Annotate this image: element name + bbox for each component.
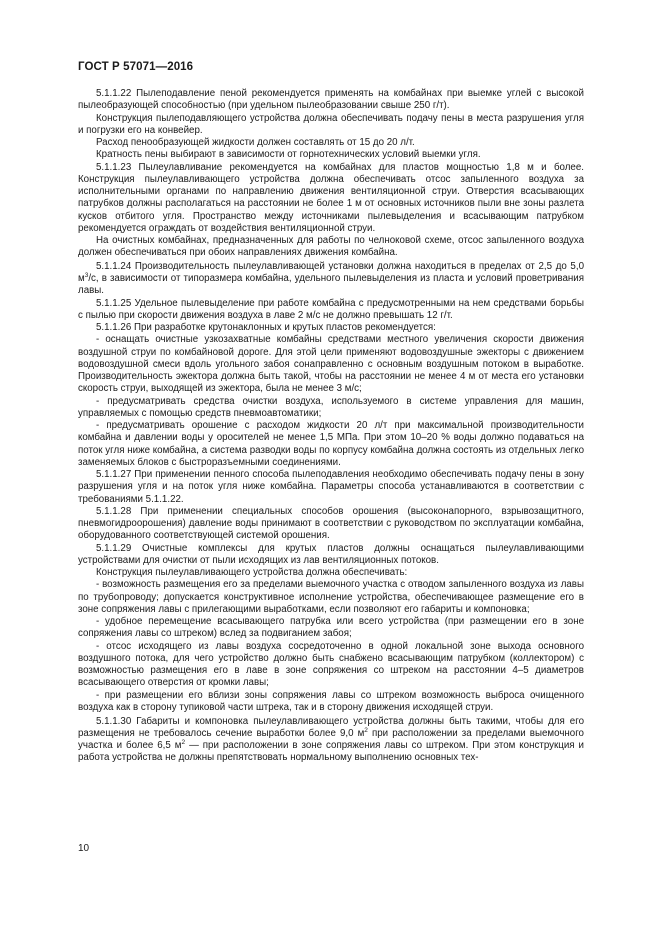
paragraph-5-1-1-23: 5.1.1.23 Пылеулавливание рекомендуется на комбайнах для пластов мощностью 1,8 м и более. Конструкция пылеулавливающего устройства должна обеспечивать отсос запыленного воздуха за исполнительными органами по направлению движения вентиляционной струи. Отверстия всасывающих патрубков должны располагаться на расстоянии не более 1 м от основных источников пыли вне зоны разлета кусков отбитого угля. Пространство между источниками пылевыделения и всасывающим патрубком рекомендуется ограждать от воздействия вентиляционной струи.	[78, 161, 584, 234]
paragraph-5-1-1-29: 5.1.1.29 Очистные комплексы для крутых пластов должны оснащаться пылеулавливающими устройствами для очистки от пыли исходящих из лав вентиляционных потоков.	[78, 542, 584, 566]
superscript: 2	[364, 726, 368, 734]
paragraph: Расход пенообразующей жидкости должен составлять от 15 до 20 л/т.	[96, 137, 415, 148]
paragraph: Конструкция пылеподавляющего устройства должна обеспечивать подачу пены в места разрушения угля и погрузки его на конвейер.	[78, 112, 584, 136]
paragraph-5-1-1-22: 5.1.1.22 Пылеподавление пеной рекомендуется применять на комбайнах при выемке углей с высокой пылеобразующей способностью (при удельном пылеобразовании свыше 250 г/т).	[78, 88, 584, 112]
paragraph: Конструкция пылеулавливающего устройства должна обеспечивать:	[96, 567, 408, 579]
document-body	[78, 88, 584, 765]
paragraph-5-1-1-25: 5.1.1.25 Удельное пылевыделение при работе комбайна с предусмотренными на нем средствами борьбы с пылью при скорости движения воздуха в лаве 2 м/с не должно превышать 12 г/т.	[78, 297, 584, 321]
paragraph-5-1-1-28: 5.1.1.28 При применении специальных способов орошения (высоконапорного, взрывозащитного, пневмогидроорошения) давление воды принимают в соответствии с руководством по эксплуатации комбайна, оборудованного соответствующей системой орошения.	[78, 505, 584, 542]
list-item: - предусматривать средства очистки воздуха, используемого в системе управления для машин, управляемых с помощью средств пневмоавтоматики;	[78, 395, 584, 419]
document-header: ГОСТ Р 57071—2016	[78, 61, 194, 73]
list-item: - при размещении его вблизи зоны сопряжения лавы со штреком возможность выброса очищенного воздуха как в сторону тупиковой части штрека, так и в сторону движения исходящей струи.	[78, 689, 584, 713]
superscript: 2	[181, 738, 186, 746]
list-item: - возможность размещения его за пределами выемочного участка с отводом запыленного воздуха из лавы по трубопроводу; допускается конструктивное исполнение устройства, обеспечивающее размещение его в зоне сопряжения лавы с прилегающими выработками, если позволяют его габариты и компоновка;	[78, 579, 584, 615]
paragraph: На очистных комбайнах, предназначенных для работы по челноковой схеме, отсос запыленного воздуха должен обеспечиваться при обоих направлениях движения комбайна.	[78, 235, 584, 259]
page-number: 10	[78, 843, 90, 854]
list-item: - оснащать очистные узкозахватные комбайны средствами местного увеличения скорости движения воздушной струи по комбайновой дороге. Для этой цели применяют водовоздушные эжекторы с движением водовоздушной смеси вдоль угольного забоя сонаправленно с основным воздушным потоком в выработке. Производительность эжектора должна быть такой, чтобы на расстоянии не менее 4 м от места его установки скорость струи, выходящей из эжектора, была не менее 3 м/с;	[78, 334, 584, 395]
paragraph-5-1-1-26: 5.1.1.26 При разработке крутонаклонных и крутых пластов рекомендуется:	[96, 322, 436, 334]
list-item: - предусматривать орошение с расходом жидкости 20 л/т при максимальной производительности комбайна и давлении воды у оросителей не менее 1,5 МПа. При этом 10–20 % воды должно подаваться на поток угля ниже комбайна, а система разводки воды по корпусу комбайна должна состоять из отдельных легко заменяемых блоков с быстроразъемными соединениями.	[78, 420, 584, 468]
paragraph-5-1-1-24: 5.1.1.24 Производительность пылеулавливающей установки должна находиться в пределах от 2,5 до 5,0 $м^3/с$, в зависимости от типоразмера комбайна, удельного пылевыделения из пласта и условий проветривания лавы.	[78, 260, 584, 297]
superscript: 3	[84, 271, 89, 279]
paragraph-5-1-1-30: 5.1.1.30 Габариты и компоновка пылеулавливающего устройства должны быть такими, чтобы для его размещения не требовалось сечение выработки более 9,0 $м^2$ при расположении за пределами выемочного участка и более 6,5 $м^2$ — при расположении в зоне сопряжения лавы со штреком. При этом конструкция и работа устройства не должны препятствовать нормальному выполнению основных тех-	[78, 715, 584, 764]
list-item: - отсос исходящего из лавы воздуха сосредоточенно в одной локальной зоне выхода основного воздушного потока, для чего устройство должно быть снабжено всасывающим патрубком (коллектором) с возможностью размещения его в лаве в зоне сопряжения со штреком на расстоянии 4–5 диаметров всасывающего отверстия от кромки лавы;	[78, 640, 584, 689]
list-item: - удобное перемещение всасывающего патрубка или всего устройства (при размещении его в зоне сопряжения лавы со штреком) вслед за подвиганием забоя;	[78, 616, 584, 640]
paragraph-5-1-1-27: 5.1.1.27 При применении пенного способа пылеподавления необходимо обеспечивать подачу пены в зону разрушения угля и на поток угля ниже комбайна. Параметры способа устанавливаются в соответствии с требованиями 5.1.1.22.	[78, 469, 584, 505]
paragraph: Кратность пены выбирают в зависимости от горнотехнических условий выемки угля.	[96, 149, 481, 161]
